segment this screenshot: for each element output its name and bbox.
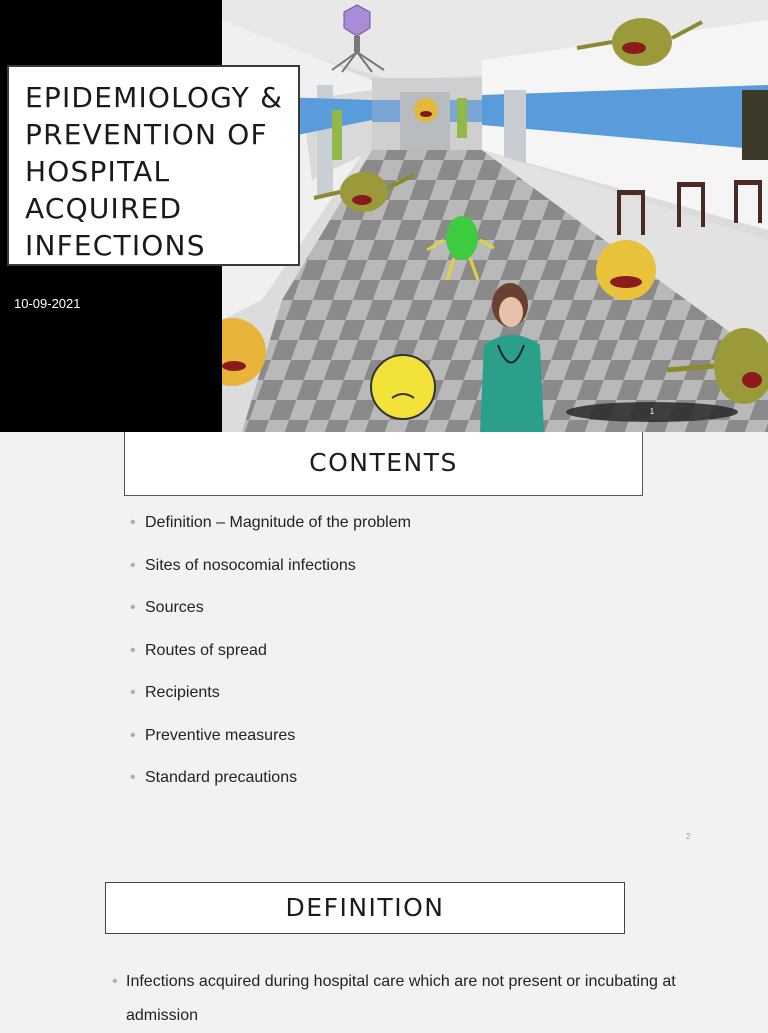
hospital-corridor-illustration — [222, 0, 768, 432]
definition-title-box — [105, 882, 625, 934]
definition-slide — [0, 864, 768, 1024]
list-item: • Routes of spread — [130, 638, 411, 681]
bullet-icon: • — [112, 973, 118, 990]
title-slide — [0, 0, 768, 432]
list-item: • Recipients — [130, 680, 411, 723]
presentation-title: EPIDEMIOLOGY & PREVENTION OF HOSPITAL ACQUIRED INFECTIONS — [25, 81, 284, 262]
list-item: • Sources — [130, 595, 411, 638]
presentation-date: 10-09-2021 — [14, 296, 81, 311]
list-item: • Definition – Magnitude of the problem — [130, 510, 411, 553]
contents-slide — [0, 432, 768, 864]
title-box — [7, 65, 300, 266]
bullet-icon: • — [130, 599, 136, 616]
germ-icon — [596, 240, 656, 300]
slide-number: 1 — [566, 402, 738, 422]
bullet-icon: • — [130, 769, 136, 786]
list-item: • Sites of nosocomial infections — [130, 553, 411, 596]
contents-title: CONTENTS — [309, 448, 458, 477]
definition-text-content: Infections acquired during hospital care which are not present or incubating at admission — [126, 973, 676, 1024]
contents-list — [130, 510, 411, 808]
bullet-icon: • — [130, 514, 136, 531]
slide-number: 2 — [686, 832, 691, 841]
germ-icon — [414, 98, 438, 122]
germ-icon — [371, 355, 435, 419]
list-item: • Standard precautions — [130, 765, 411, 808]
list-item: • Preventive measures — [130, 723, 411, 766]
bullet-icon: • — [130, 726, 136, 744]
definition-text — [112, 965, 686, 1033]
definition-title: DEFINITION — [285, 893, 445, 922]
bullet-icon: • — [130, 641, 136, 659]
bullet-icon: • — [130, 556, 136, 574]
contents-title-box — [124, 432, 643, 496]
bullet-icon: • — [130, 684, 136, 701]
